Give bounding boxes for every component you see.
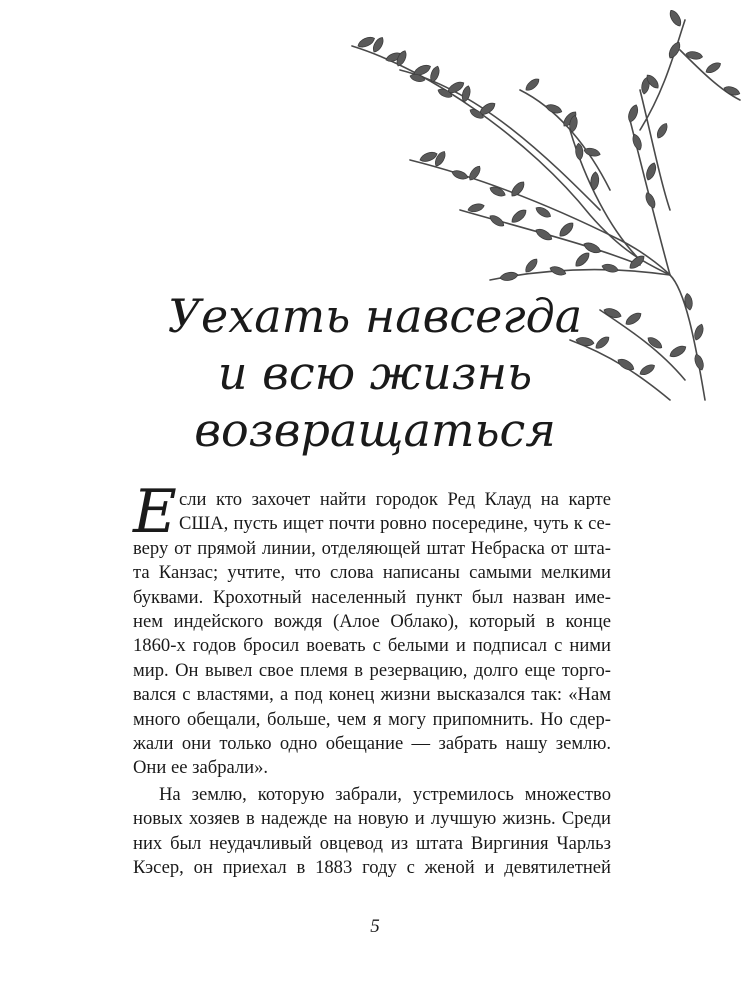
- text-line: веру от прямой линии, отделяющей штат Небраска от шта-: [133, 537, 611, 559]
- text-line: На землю, которую забрали, устремилось множество: [159, 783, 611, 805]
- text-line: США, пусть ищет почти ровно посередине, чуть к се-: [179, 513, 611, 535]
- chapter-title-line-2: и всю жизнь: [217, 346, 533, 400]
- text-line: нем индейского вождя (Алое Облако), который в конце: [133, 611, 611, 633]
- text-line: Кэсер, он приехал в 1883 году с женой и девятилетней: [133, 857, 611, 879]
- drop-cap: Е: [133, 477, 177, 547]
- chapter-title: [140, 288, 610, 459]
- text-line: буквами. Крохотный населенный пункт был назван име-: [133, 586, 611, 608]
- text-line: жали они только одно обещание — забрать нашу землю.: [133, 733, 611, 755]
- text-line: та Канзас; учтите, что слова написаны самыми мелкими: [133, 562, 611, 584]
- text-line: новых хозяев в надежде на новую и лучшую жизнь. Среди: [133, 808, 611, 830]
- text-line: много обещали, больше, чем я могу припомнить. Но сдер-: [133, 708, 611, 730]
- chapter-title-line-3: возвращаться: [194, 403, 556, 457]
- text-line: 1860-х годов бросил воевать с белыми и подписал с ними: [133, 635, 611, 657]
- body-text: [133, 477, 611, 881]
- chapter-title-line-1: Уехать навсегда: [167, 289, 583, 343]
- paragraph-2: [133, 783, 611, 881]
- page-number: 5: [370, 916, 380, 937]
- text-line: вался с властями, а под конец жизни высказался так: «Нам: [133, 684, 611, 706]
- paragraph-1: [133, 477, 611, 781]
- text-line: Они ее забрали».: [133, 757, 269, 779]
- text-line: сли кто захочет найти городок Ред Клауд на карте: [179, 489, 611, 510]
- text-line: мир. Он вывел свое племя в резервацию, долго еще торго-: [133, 659, 611, 681]
- text-line: них был неудачливый овцевод из штата Виргиния Чарльз: [133, 832, 611, 854]
